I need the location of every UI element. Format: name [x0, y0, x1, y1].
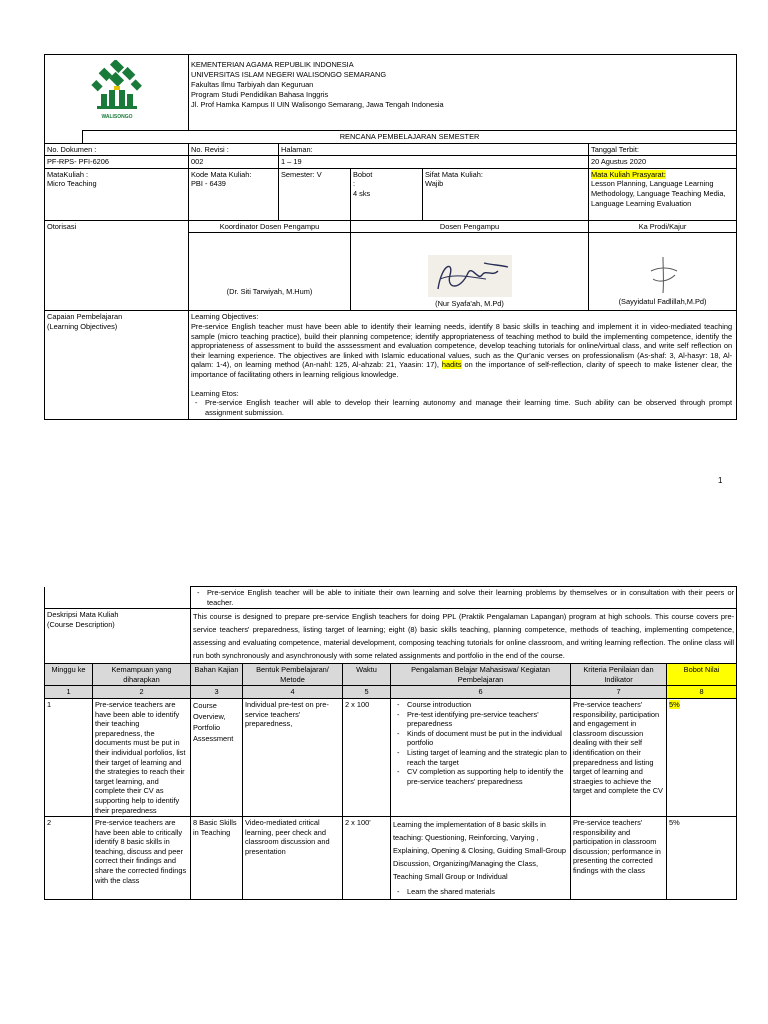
deskripsi-label-cell — [45, 609, 191, 664]
col-header-metode: Bentuk Pembelajaran/ Metode — [243, 664, 343, 686]
row-bahan: Course Overview, Portfolio Assessment — [191, 698, 243, 816]
etos-title: Learning Etos: — [191, 388, 239, 398]
kaprodi-label: Ka Prodi/Kajur — [589, 220, 737, 233]
row-waktu: 2 x 100 — [343, 698, 391, 816]
col-number: 1 — [45, 686, 93, 699]
capaian-label-cell — [45, 311, 189, 418]
matakuliah-label: MataKuliah : — [47, 169, 89, 179]
kaprodi-signature — [633, 253, 693, 297]
list-item: - Listing target of learning and the strategic plan to reach the target — [407, 748, 568, 767]
list-item: - Pre-test identifying pre-service teachers' preparedness — [407, 710, 568, 729]
sifat-cell — [423, 168, 589, 220]
list-item: - Course introduction — [407, 700, 568, 710]
deskripsi-text: This course is designed to prepare pre-service English teachers for doing PPL (Praktik Pengalaman Lapangan) program at high schools. This course covers pre-service teachers' preparedness, listing target of learning; eight (8) basic skills teaching, planning competence, methods of teaching, implementing competence, assessing and evaluating competence, material development, composing teaching tutorials for online classroom, and writing learning reflection. The online class will run both synchronously and asynchronously with some related assignments and portfolio in the end of the course. — [191, 609, 737, 664]
col-header-pengalaman: Pengalaman Belajar Mahasiswa/ Kegiatan Pembelajaran — [391, 664, 571, 686]
otorisasi-label: Otorisasi — [45, 220, 189, 311]
header-line-program: Program Studi Pendidikan Bahasa Inggris — [191, 90, 329, 99]
row-bahan: 8 Basic Skills in Teaching — [191, 817, 243, 900]
list-item: - CV completion as supporting help to identify the pre-service teachers' preparedness — [407, 767, 568, 786]
tanggal-value: 20 Agustus 2020 — [589, 156, 737, 169]
row-kemampuan: Pre-service teachers are have been able to critically identify 8 basic skills in teaching, discuss and peer correct their findings and share the corrected findings with the class — [93, 817, 191, 900]
bobot-colon: : — [353, 179, 356, 189]
col-number: 4 — [243, 686, 343, 699]
sifat-value: Wajib — [425, 179, 444, 189]
row-kriteria: Pre-service teachers' responsibility, participation and engagement in classroom discussion dealing with their self identification on their preparedness and listing target of learning and straegies to achieve the target and complete the CV — [571, 698, 667, 816]
row-waktu: 2 x 100' — [343, 817, 391, 900]
row-kegiatan — [391, 817, 571, 900]
etos-item: - Pre-service English teacher will able to develop their learning autonomy and manage their learning time. Such ability can be observed through prompt assignment submission. — [205, 398, 732, 417]
hadits-highlight: hadits — [441, 360, 462, 370]
koordinator-signature-cell — [189, 233, 351, 311]
svg-text:WALISONGO: WALISONGO — [100, 114, 133, 120]
list-item: - Kinds of document must be put in the individual portfolio — [407, 729, 568, 748]
bobot-value: 5% — [669, 699, 680, 709]
col-header-bobot: Bobot Nilai — [667, 664, 737, 686]
koordinator-label: Koordinator Dosen Pengampu — [189, 220, 351, 233]
col-number: 6 — [391, 686, 571, 699]
row-kriteria: Pre-service teachers' responsibility and participation in classroom discussion; performance in presenting the corrected findings with the class — [571, 817, 667, 900]
col-header-kemampuan: Kemampuan yang diharapkan — [93, 664, 191, 686]
institution-header — [189, 55, 737, 131]
bobot-value: 4 sks — [353, 188, 371, 198]
header-line-faculty: Fakultas Ilmu Tarbiyah dan Keguruan — [191, 80, 314, 89]
prasyarat-cell — [589, 168, 737, 220]
objectives-text: Pre-service English teacher must have been able to identify their learning needs, identify 8 basic skills in teaching and implement it in video-mediated teaching sample (micro teaching practice), build their planning competence; identify appropriateness of teaching method to build the implementing competence, identify the appropriateness of assessment to build the asssessment and evaluation competence, develop teaching tutorials for online/virtual class, and write self reflection on their learning experience. The objectives are linked with Islamic educational values, such as the Qur'anic verses on professionalism (As-shaf: 3, Al-hasyr: 18, Al-qalam: 1-4), on learning method (An-nahl: 125, Al-ahzab: 21, Yaasin: 17), — [191, 321, 733, 370]
bobot-cell — [351, 168, 423, 220]
no-dokumen-value: PF-RPS- PFI-6206 — [45, 156, 189, 169]
capaian-label: Capaian Pembelajaran — [47, 312, 123, 322]
col-header-minggu: Minggu ke — [45, 664, 93, 686]
halaman-value: 1 – 19 — [279, 156, 589, 169]
row-bobot — [667, 698, 737, 816]
col-header-kriteria: Kriteria Penilaian dan Indikator — [571, 664, 667, 686]
dosen-signature — [420, 253, 520, 299]
objectives-title: Learning Objectives: — [191, 312, 259, 322]
col-number: 5 — [343, 686, 391, 699]
kode-cell — [189, 168, 279, 220]
capaian-label-en: (Learning Objectives) — [47, 321, 118, 331]
prasyarat-label: Mata Kuliah Prasyarat: — [591, 169, 666, 179]
col-number: 3 — [191, 686, 243, 699]
uin-walisongo-logo — [87, 60, 147, 122]
no-revisi-label: No. Revisi : — [189, 143, 279, 156]
sifat-label: Sifat Mata Kuliah: — [425, 169, 483, 179]
col-number: 8 — [667, 686, 737, 699]
row-week: 2 — [45, 817, 93, 900]
kegiatan-text: Learning the implementation of 8 basic skills in teaching: Questioning, Reinforcing, Varying , Explaining, Opening & Closing, Guiding Small-Group Discussion, Organizing/Managing the Class, Teaching Small Group or Individual — [393, 820, 566, 882]
row-metode: Individual pre-test on pre-service teachers' preparedness, — [243, 698, 343, 816]
matakuliah-value: Micro Teaching — [47, 179, 97, 189]
row-week: 1 — [45, 698, 93, 816]
kaprodi-signature-cell — [589, 233, 737, 311]
logo-cell — [45, 55, 189, 131]
row-kemampuan: Pre-service teachers are have been able to identify their teaching preparedness, the documents must be put in their individual porfolios, list their target of learning and the strategies to reach their target learning, and complete their CV as supporting help to identify their preparedness — [93, 698, 191, 816]
bobot-label: Bobot — [353, 169, 373, 179]
col-header-bahan: Bahan Kajian — [191, 664, 243, 686]
header-line-ministry: KEMENTERIAN AGAMA REPUBLIK INDONESIA — [191, 60, 354, 69]
row-metode: Video-mediated critical learning, peer check and classroom discussion and presentation — [243, 817, 343, 900]
halaman-label: Halaman: — [279, 143, 589, 156]
row-kegiatan — [391, 698, 571, 816]
header-line-university: UNIVERSITAS ISLAM NEGERI WALISONGO SEMARANG — [191, 70, 387, 79]
col-header-waktu: Waktu — [343, 664, 391, 686]
matakuliah-cell — [45, 168, 189, 220]
prasyarat-value: Lesson Planning, Language Learning Methodology, Language Teaching Media, Language Learning Evaluation — [591, 179, 726, 208]
etos-item: - Pre-service English teacher will be able to initiate their own learning and solve their learning problems by themselves or in consultation with their peers or teacher. — [207, 588, 734, 607]
page-number: 1 — [718, 476, 723, 485]
col-number: 2 — [93, 686, 191, 699]
row-bobot: 5% — [667, 817, 737, 900]
deskripsi-label: Deskripsi Mata Kuliah — [47, 610, 119, 620]
dosen-label: Dosen Pengampu — [351, 220, 589, 233]
rps-plan-table — [44, 586, 737, 900]
rps-header-table — [44, 54, 737, 420]
objectives-text-end: on the importance of self-reflection, clarity of speech to make listener clear, the importance of facilitating others in learning religious knowledge. — [191, 360, 733, 379]
no-dokumen-label: No. Dokumen : — [45, 143, 189, 156]
semester-cell: Semester: V — [279, 168, 351, 220]
kode-label: Kode Mata Kuliah: — [191, 169, 252, 179]
list-item: - Learn the shared materials — [407, 885, 568, 898]
header-line-address: Jl. Prof Hamka Kampus II UIN Walisongo Semarang, Jawa Tengah Indonesia — [191, 100, 444, 109]
etos-continued — [191, 587, 737, 609]
document-title: RENCANA PEMBELAJARAN SEMESTER — [83, 131, 737, 144]
no-revisi-value: 002 — [189, 156, 279, 169]
dosen-name: (Nur Syafa'ah, M.Pd) — [435, 298, 504, 308]
table-row — [45, 698, 737, 816]
deskripsi-label-en: (Course Description) — [47, 619, 115, 629]
tanggal-label: Tanggal Terbit: — [589, 143, 737, 156]
dosen-signature-cell — [351, 233, 589, 311]
koordinator-name: (Dr. Siti Tarwiyah, M.Hum) — [226, 286, 313, 296]
kaprodi-name: (Sayyidatul Fadlillah,M.Pd) — [618, 296, 707, 306]
col-number: 7 — [571, 686, 667, 699]
capaian-content — [189, 311, 737, 418]
table-row — [45, 817, 737, 900]
kode-value: PBI - 6439 — [191, 179, 226, 189]
